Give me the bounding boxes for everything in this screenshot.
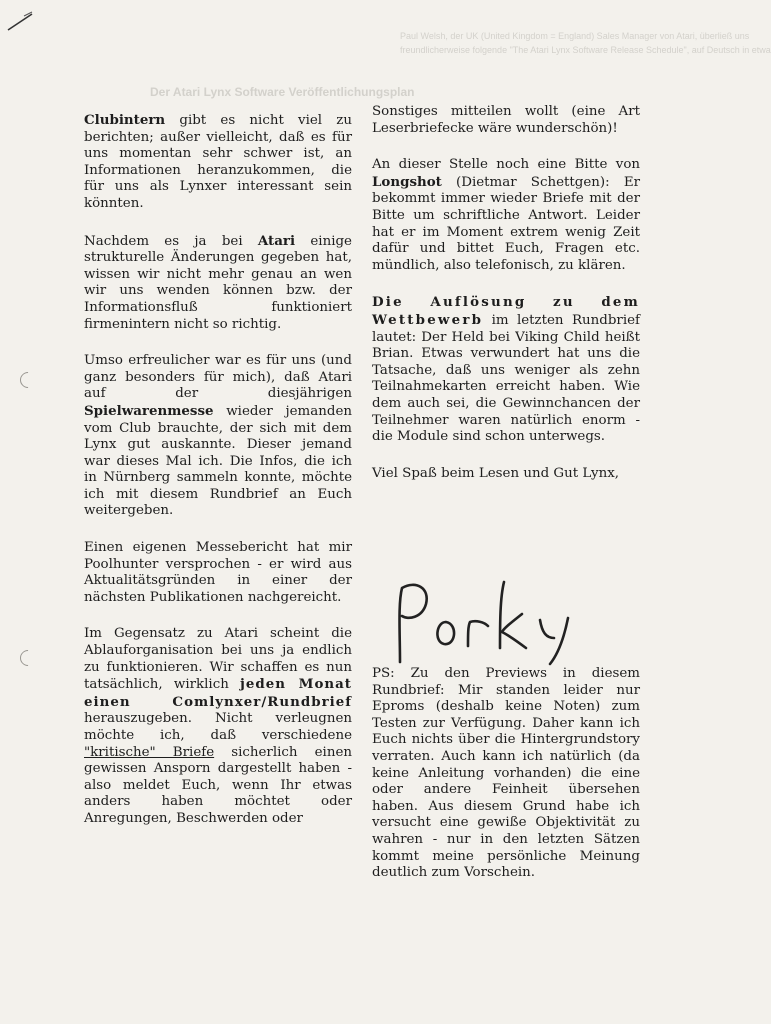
left-column — [84, 112, 352, 848]
paragraph-clubintern — [84, 112, 352, 213]
paragraph-sonstiges — [372, 104, 640, 137]
text-span: (Dietmar Schettgen): Er bekommt immer wieder Briefe mit der Bitte um schriftliche Antwort. Leider hat er im Moment extrem wenig Zeit dafür und bittet Euch, Fragen etc. mündlich, also telefonisch, zu klären. — [372, 174, 640, 273]
text-span: Im Gegensatz zu Atari scheint die Ablauforganisation bei uns ja endlich zu funktionieren. Wir schaffen es nun tatsächlich, wirklich — [84, 626, 352, 693]
paragraph-longshot — [372, 157, 640, 274]
aufloesung-bold: Die Auflösung zu dem Wettbewerb — [372, 294, 640, 328]
show-through-line-1: Paul Welsh, der UK (United Kingdom = England) Sales Manager von Atari, überließ uns — [400, 31, 750, 41]
clubintern-text: gibt es nicht viel zu berichten; außer vielleicht, daß es für uns momentan sehr schwer ist, an Informationen heranzukommen, die für uns als Lynxer interessant sein könnten. — [84, 113, 352, 211]
paragraph-atari-changes — [84, 233, 352, 334]
text-span: PS: Zu den Previews in diesem Rundbrief: Mir standen leider nur Eproms (deshalb keine Noten) zum Testen zur Verfügung. Daher kann ich Euch nichts über die Hintergrundstory verraten. Auch kann ich natürlich (da keine Anleitung vorhanden) die eine oder andere Feinheit übersehen haben. Aus diesem Grund habe ich versucht eine gewiße Objektivität zu wahren - nur in den letzten Sätzen kommt meine persönliche Meinung deutlich zum Vorschein. — [372, 666, 640, 881]
spielwarenmesse-bold: Spielwarenmesse — [84, 402, 214, 419]
right-column — [372, 104, 640, 502]
punch-hole-top — [17, 369, 40, 392]
text-span: An dieser Stelle noch eine Bitte von — [372, 157, 640, 173]
atari-bold: Atari — [257, 232, 296, 249]
text-span: wieder jemanden vom Club brauchte, der sich mit dem Lynx gut auskannte. Dieser jemand war dieses Mal ich. Die Infos, die ich in Nürnberg sammeln konnte, möchte ich mit diesem Rundbrief an Euch weitergeben. — [84, 403, 352, 519]
text-span: sicherlich einen gewissen Ansporn dargestellt haben - also meldet Euch, wenn Ihr etwas anders haben möchtet oder Anregungen, Beschwerden oder — [84, 744, 352, 826]
signature-porky — [386, 574, 596, 666]
paragraph-aufloesung — [372, 294, 640, 445]
right-column-ps — [372, 666, 640, 902]
text-span: Sonstiges mitteilen wollt (eine Art Leserbriefecke wäre wunderschön)! — [372, 104, 640, 136]
punch-hole-bottom — [17, 647, 40, 670]
clubintern-bold: Clubintern — [84, 112, 166, 128]
text-span: herauszugeben. Nicht verleugnen möchte ich, daß verschiedene — [84, 711, 352, 743]
comlynxer-bold: jeden Monat einen Comlynxer/Rundbrief — [84, 676, 352, 710]
paragraph-spielwarenmesse — [84, 353, 352, 520]
text-span: Viel Spaß beim Lesen und Gut Lynx, — [372, 465, 620, 481]
text-span: Umso erfreulicher war es für uns (und ganz besonders für mich), daß Atari auf der diesjährigen — [84, 353, 352, 402]
pen-stroke-mark — [6, 10, 36, 32]
show-through-heading: Der Atari Lynx Software Veröffentlichungsplan — [150, 85, 415, 99]
longshot-bold: Longshot — [372, 173, 442, 190]
paragraph-ablauforganisation — [84, 626, 352, 827]
paragraph-messebericht — [84, 540, 352, 606]
text-span: Nachdem es ja bei — [84, 233, 258, 249]
text-span: Einen eigenen Messebericht hat mir Poolhunter versprochen - er wird aus Aktualitätsgründen in einer der nächsten Publikationen nachgereicht. — [84, 540, 352, 605]
paragraph-closing — [372, 466, 640, 483]
text-span: im letzten Rundbrief lautet: Der Held bei Viking Child heißt Brian. Etwas verwundert hat uns die Tatsache, daß uns weniger als zehn Teilnahmekarten erreicht haben. Wie dem auch sei, die Gewinnchancen der Teilnehmer waren natürlich enorm - die Module sind schon unterwegs. — [372, 312, 640, 445]
kritische-briefe-underline: "kritische" Briefe — [84, 744, 215, 760]
paragraph-ps — [372, 666, 640, 882]
text-span: einige strukturelle Änderungen gegeben hat, wissen wir nicht mehr genau an wen wir uns wenden können bzw. der Informationsfluß funktioniert firmenintern nicht so richtig. — [84, 233, 352, 332]
show-through-line-2: freundlicherweise folgende "The Atari Lynx Software Release Schedule", auf Deutsch in etwa — [400, 45, 771, 55]
